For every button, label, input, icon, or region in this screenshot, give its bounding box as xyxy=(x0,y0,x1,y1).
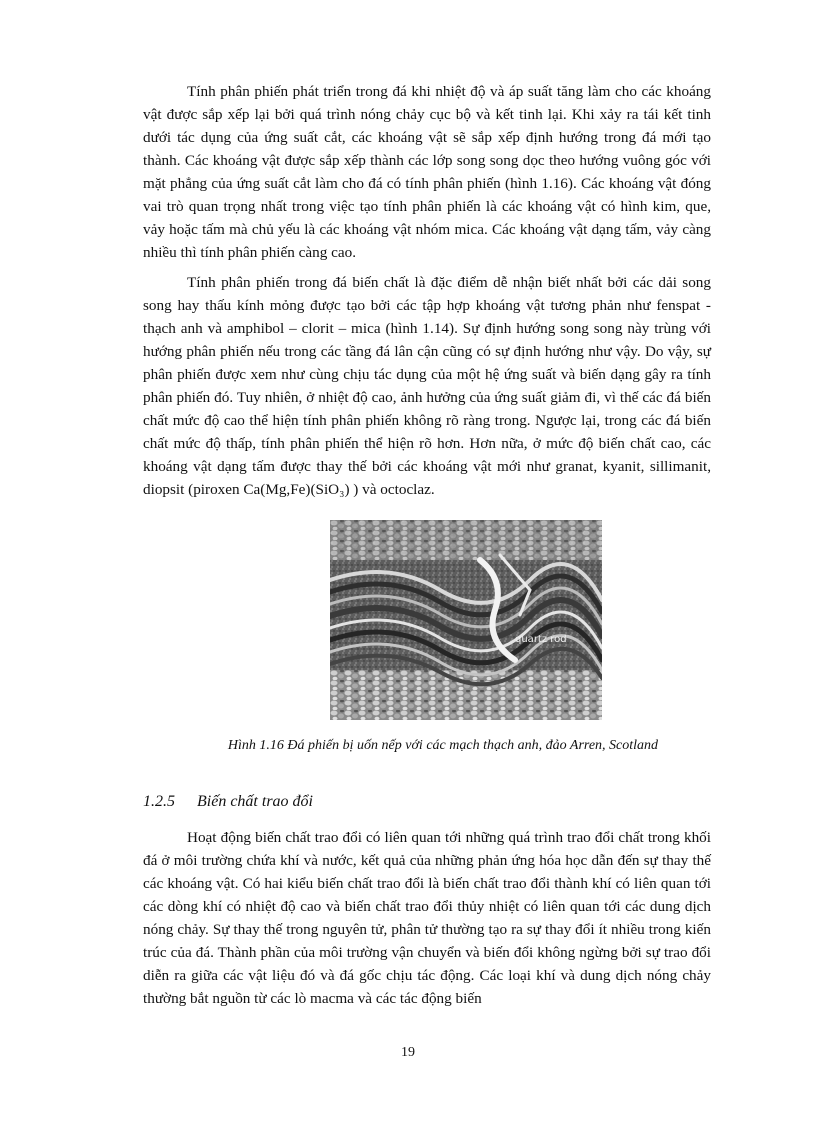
page-number: 19 xyxy=(401,1045,415,1060)
paragraph-metasomatism: Hoạt động biến chất trao đổi có liên quan tới những quá trình trao đổi chất trong khối đá ở môi trường chứa khí và nước, kết quả của những phản ứng hóa học dẫn đến sự thay thế các khoáng vật. Có hai kiểu biến chất trao đổi là biến chất trao đổi thành khí có liên quan tới các dòng khí có nhiệt độ cao và biến chất trao đổi thủy nhiệt có liên quan tới các dung dịch nóng chảy. Sự thay thế trong nguyên tử, phân tử thường tạo ra sự thay đổi ít nhiều trong kiến trúc của đá. Thành phần của môi trường vận chuyển và biến đổi không ngừng bởi sự trao đổi diễn ra giữa các vật liệu đó và đá gốc chịu tác động. Các loại khí và dung dịch nóng chảy thường bắt nguồn từ các lò macma và các tác động biến xyxy=(143,829,711,1007)
section-heading xyxy=(143,793,313,811)
section-title: Biến chất trao đổi xyxy=(197,793,313,810)
section-number: 1.2.5 xyxy=(143,793,175,810)
folded-schist-image xyxy=(330,520,602,720)
quartz-rod-label: quartz rod xyxy=(515,634,567,645)
paragraph-schistosity-recognition: Tính phân phiến trong đá biến chất là đặc điểm dễ nhận biết nhất bởi các dải song song hay thấu kính mỏng được tạo bởi các tập hợp khoáng vật tương phản như fenspat - thạch anh và amphibol – clorit – mica (hình 1.14). Sự định hướng song song này trùng với hướng phân phiến nếu trong các tầng đá lân cận cũng có sự định hướng như vậy. Do vậy, sự phân phiến được xem như cùng chịu tác dụng của một hệ ứng suất và biến dạng gây ra tính phân phiến đó. Tuy nhiên, ở nhiệt độ cao, ảnh hưởng của ứng suất giảm đi, vì thế các đá biến chất mức độ cao thể hiện tính phân phiến không rõ ràng trong. Ngược lại, trong các đá biến chất mức độ thấp, tính phân phiến thể hiện rõ hơn. Hơn nữa, ở mức độ biến chất cao, các khoáng vật dạng tấm được thay thế bởi các khoáng vật mới như granat, kyanit, sillimanit, diopsit (piroxen Ca(Mg,Fe)(SiO₃) ) và octoclaz. xyxy=(143,274,711,498)
figure-caption: Hình 1.16 Đá phiến bị uốn nếp với các mạch thạch anh, đảo Arren, Scotland xyxy=(227,738,659,753)
paragraph-schistosity-development: Tính phân phiến phát triển trong đá khi nhiệt độ và áp suất tăng làm cho các khoáng vật được sắp xếp lại bởi quá trình nóng chảy cục bộ và kết tinh lại. Khi xảy ra tái kết tinh dưới tác dụng của ứng suất cắt, các khoáng vật sẽ sắp xếp định hướng trong đá mới tạo thành. Các khoáng vật được sắp xếp thành các lớp song song dọc theo hướng vuông góc với mặt phẳng của ứng suất cắt làm cho đá có tính phân phiến (hình 1.16). Các khoáng vật đóng vai trò quan trọng nhất trong việc tạo tính phân phiến là các khoáng vật có hình kim, que, vảy hoặc tấm mà chủ yếu là các khoáng vật nhóm mica. Các khoáng vật dạng tấm, vảy càng nhiều thì tính phân phiến càng cao. xyxy=(143,83,711,261)
figure-folded-schist-photo xyxy=(330,520,602,720)
